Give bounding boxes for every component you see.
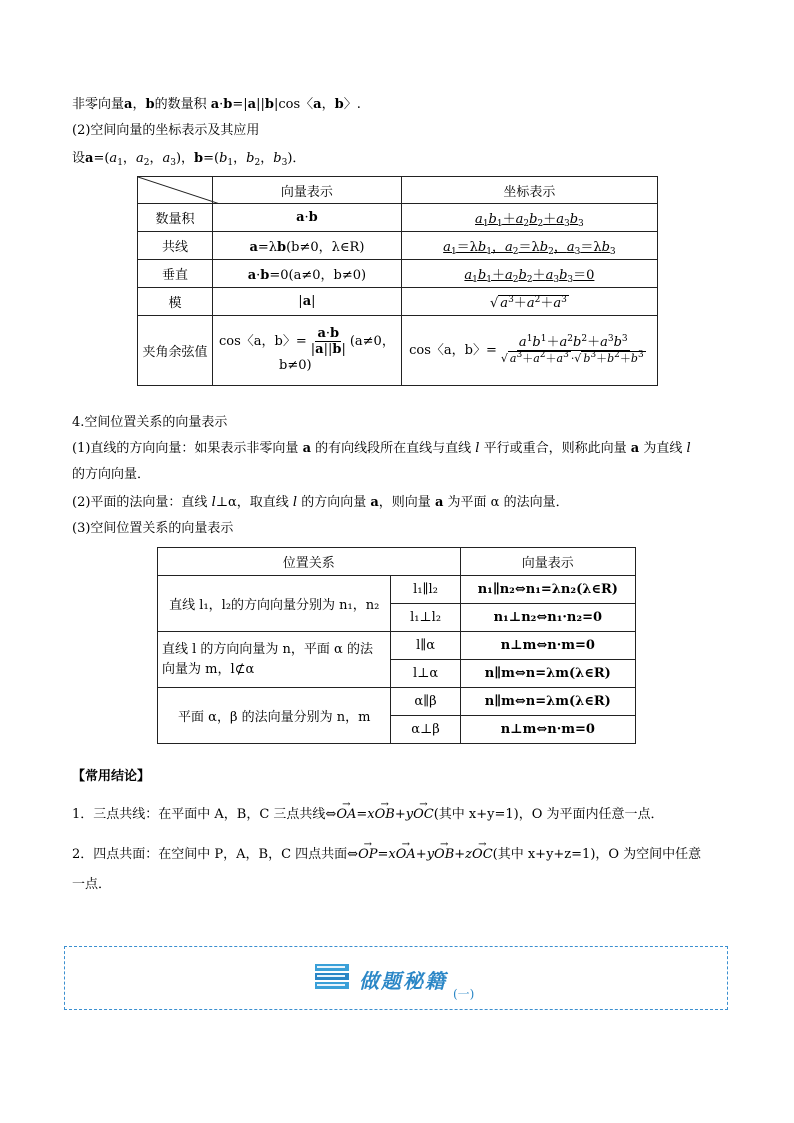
text: 1．三点共线：在平面中 A，B，C 三点共线⇔ [72, 807, 337, 822]
position-relation-table [157, 547, 636, 744]
fraction: $\frac{a^1b^1+a^2b^2+a^3b^3}{√ a^3+a^2+a^3 \cdot√ b^3+b^2+b^3}$ [500, 334, 644, 365]
banner-title: 做题秘籍 [359, 969, 447, 993]
text: (2)平面的法向量：直线 [72, 495, 208, 510]
banner-subtitle: (一) [453, 987, 475, 1001]
dot-coordinate: $a_1b_1+a_2b_2+a_3b_3$ [401, 204, 657, 232]
row-label: 夹角余弦值 [138, 316, 213, 386]
text: 的有向线段所在直线与直线 [315, 441, 472, 456]
group-2-desc [158, 632, 391, 688]
text: || [256, 97, 265, 112]
section-2-heading: (2)空间向量的坐标表示及其应用 [72, 123, 260, 138]
text: ， [321, 97, 335, 112]
text: 直线 l 的方向向量为 n，平面 α 的法 [162, 641, 373, 657]
vector-cell: n∥m⇔n=λm(λ∈R) [460, 660, 635, 688]
text: 2．四点共面：在空间中 P，A，B，C 四点共面⇔ [72, 847, 359, 862]
text: )， [175, 151, 195, 166]
text: 设 [72, 151, 86, 166]
text: 的方向向量 [301, 495, 367, 510]
vector-cell: n∥m⇔n=λm(λ∈R) [460, 688, 635, 716]
header-relation: 位置关系 [158, 548, 461, 576]
vector-cell: n₁⊥n₂⇔n₁·n₂=0 [460, 604, 635, 632]
conclusion-2-cont: 一点． [72, 877, 112, 892]
text: (b≠0，λ∈R) [286, 240, 365, 255]
relation-cell: l₁⊥l₂ [391, 604, 460, 632]
direction-vector-p1: (1)直线的方向向量：如果表示非零向量 a 的有向线段所在直线与直线 l 平行或重合，则称此向量 a 为直线 l [72, 441, 691, 456]
perp-vector: a·b=0(a≠0，b≠0) [213, 260, 402, 288]
conclusion-2: 2．四点共面：在空间中 P，A，B，C 四点共面⇔→ OP=x→ OA+y→ OB+z→ OC(其中 x+y+z=1)，O 为空间中任意 [72, 846, 701, 864]
text: cos〈a，b〉= [219, 334, 307, 349]
conclusion-1: 1．三点共线：在平面中 A，B，C 三点共线⇔→ OA=x→ OB+y→ OC(其中 x+y=1)，O 为平面内任意一点． [72, 806, 664, 824]
text: =λ [257, 240, 278, 255]
normal-vector-p2: (2)平面的法向量：直线 l⊥α，取直线 l 的方向向量 a，则向量 a 为平面 α 的法向量． [72, 495, 569, 510]
relation-cell: l⊥α [391, 660, 460, 688]
text: 〉. [343, 97, 361, 112]
group-3-desc: 平面 α，β 的法向量分别为 n，m [158, 688, 391, 744]
text: )． [287, 151, 306, 166]
text: =0(a≠0，b≠0) [269, 268, 367, 283]
vector-cell: n⊥m⇔n·m=0 [460, 716, 635, 744]
relation-cell: l₁∥l₂ [391, 576, 460, 604]
text: 非零向量 [72, 97, 125, 112]
section-4-title: 4.空间位置关系的向量表示 [72, 415, 228, 430]
coordinate-definition: 设$a=(a_1$，$a_2$，$a_3$)，$b=(b_1$，$b_2$，$b_3$)． [72, 151, 306, 168]
books-icon [313, 961, 353, 995]
dot-vector: a·b [213, 204, 402, 232]
text: 的数量积 [154, 97, 207, 112]
text: (其中 x+y=1)，O 为平面内任意一点． [433, 807, 664, 822]
section-banner [64, 946, 728, 1010]
cos-coordinate [401, 316, 657, 386]
conclusion-heading: 【常用结论】 [72, 769, 151, 784]
text: ， [149, 151, 163, 166]
text: cos〈a，b〉= [409, 343, 497, 358]
group-1-desc: 直线 l₁，l₂的方向向量分别为 n₁，n₂ [158, 576, 391, 632]
row-label: 垂直 [138, 260, 213, 288]
section-3-heading: (3)空间位置关系的向量表示 [72, 521, 234, 536]
text: |cos〈 [273, 97, 314, 112]
text: (1)直线的方向向量：如果表示非零向量 [72, 441, 299, 456]
row-label: 数量积 [138, 204, 213, 232]
text: =| [232, 97, 248, 112]
collinear-coordinate: $a_1=\lambda b_1$，$a_2=\lambda b_2$，$a_3=\lambda b_3$ [401, 232, 657, 260]
header-vector: 向量表示 [213, 177, 402, 204]
relation-cell: α⊥β [391, 716, 460, 744]
header-vector-repr: 向量表示 [460, 548, 635, 576]
vector-cell: n₁∥n₂⇔n₁=λn₂(λ∈R) [460, 576, 635, 604]
intro-definition: 非零向量a，b的数量积 a·b=|a||b|cos〈a，b〉. [72, 97, 361, 112]
modulus-vector: |a| [213, 288, 402, 316]
direction-vector-p1-cont: 的方向向量． [72, 467, 151, 482]
text: =( [93, 151, 110, 166]
modulus-coordinate: √ $a^3+a^2+a^3$ [401, 288, 657, 316]
text: ⊥α，取直线 [215, 495, 289, 510]
text: b≠0) [279, 358, 312, 373]
text: ， [122, 151, 136, 166]
text: ， [233, 151, 247, 166]
text: ， [132, 97, 146, 112]
collinear-vector: a=λb(b≠0，λ∈R) [213, 232, 402, 260]
perp-coordinate: $a_1b_1+a_2b_2+a_3b_3=0$ [401, 260, 657, 288]
vector-cell: n⊥m⇔n·m=0 [460, 632, 635, 660]
header-coordinate: 坐标表示 [401, 177, 657, 204]
diagonal-header-cell [138, 177, 213, 204]
cos-vector [213, 316, 402, 386]
relation-cell: α∥β [391, 688, 460, 716]
row-label: 共线 [138, 232, 213, 260]
text: 为直线 [643, 441, 683, 456]
diagonal-line [138, 177, 220, 204]
text: 向量为 m，l⊄α [162, 661, 255, 677]
coordinate-table [137, 176, 658, 386]
relation-cell: l∥α [391, 632, 460, 660]
text: 为平面 α 的法向量． [447, 495, 569, 510]
row-label: 模 [138, 288, 213, 316]
text: 平行或重合，则称此向量 [483, 441, 627, 456]
fraction: $\frac{a\cdot b}{|a||b|}$ [310, 326, 346, 357]
text: (其中 x+y+z=1)，O 为空间中任意 [492, 847, 702, 862]
text: ， [260, 151, 274, 166]
text: ，则向量 [378, 495, 431, 510]
text: (a≠0， [349, 334, 395, 349]
text: =( [203, 151, 220, 166]
